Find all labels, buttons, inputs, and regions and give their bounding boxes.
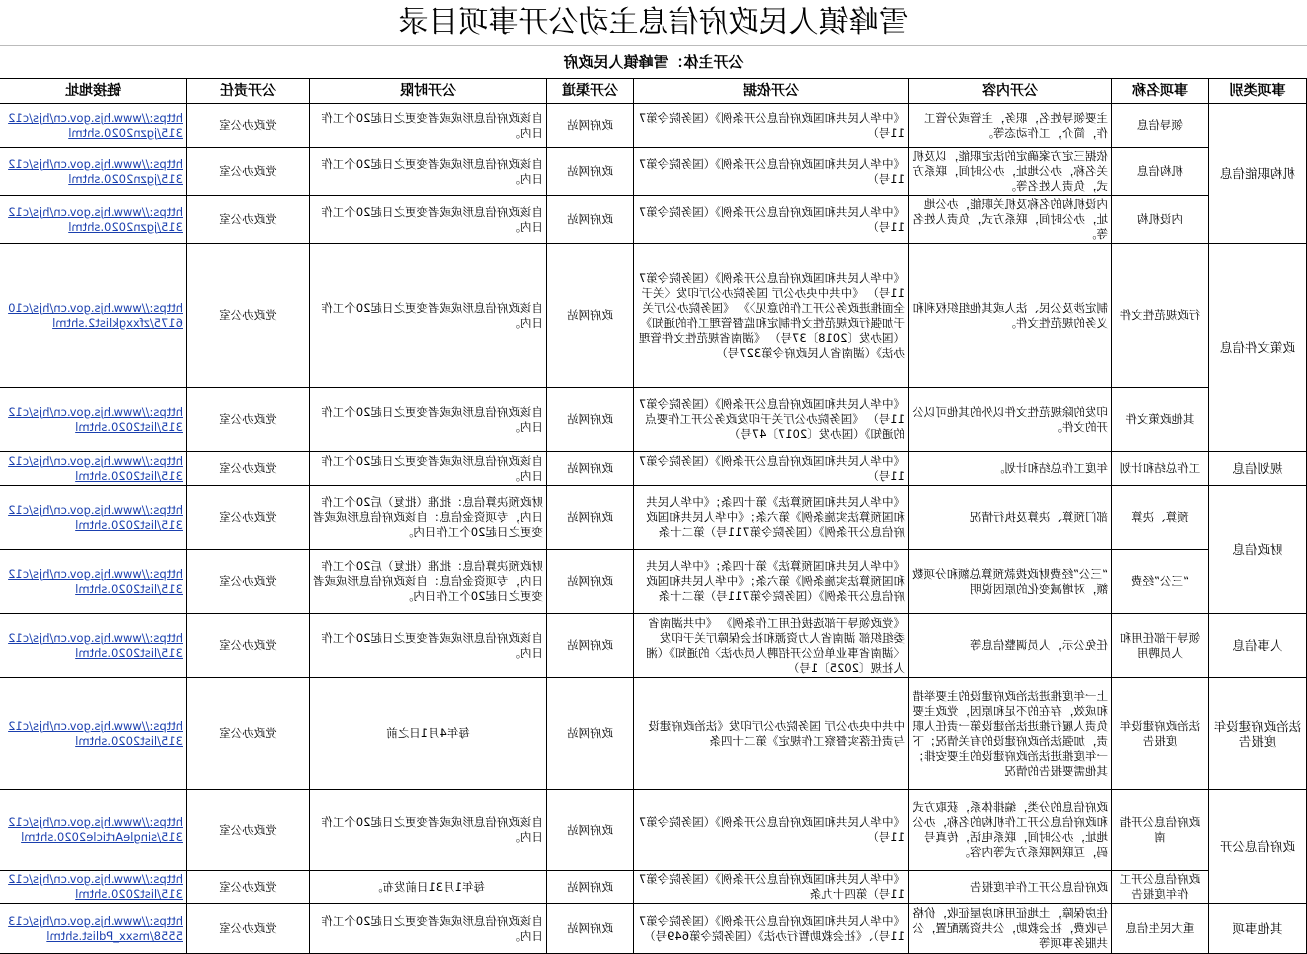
link-cell[interactable]: https://www.hjs.gov.cn/hjs/c12315/singleArticle2020.shtml [0, 790, 187, 871]
category-cell: 规划信息 [1209, 452, 1307, 486]
link-cell[interactable]: https://www.hjs.gov.cn/hjs/c12315/jgzn2020.shtml [0, 148, 187, 196]
link-cell[interactable]: https://www.hjs.gov.cn/hjs/c12315/list2020.shtml [0, 550, 187, 614]
responsible-cell: 党政办公室 [187, 904, 310, 954]
header-row [0, 79, 1307, 104]
deadline-cell: 自该政府信息形成或者变更之日起20个工作日内。 [310, 244, 547, 388]
link-cell[interactable]: https://www.hjs.gov.cn/hjs/c12315/jgzn2020.shtml [0, 104, 187, 148]
deadline-cell: 每年1月31日前发布。 [310, 871, 547, 904]
content-cell: 任免公示，人员调整信息等 [909, 614, 1112, 678]
responsible-cell: 党政办公室 [187, 148, 310, 196]
link-cell[interactable]: https://www.hjs.gov.cn/hjs/c12315/list2020.shtml [0, 452, 187, 486]
content-cell: 主要领导姓名，职务，主管或分管工作，简介，工作动态等。 [909, 104, 1112, 148]
table-row [0, 388, 1307, 452]
header-link: 链接地址 [0, 79, 187, 104]
basis-cell: 《中华人民共和国政府信息公开条例》（国务院令第711号） [634, 196, 909, 244]
channel-cell: 政府网站 [547, 871, 634, 904]
basis-cell: 《中华人民共和国政府信息公开条例》（国务院令第711号） [634, 104, 909, 148]
item-name-cell: 工作总结和计划 [1112, 452, 1209, 486]
catalog-table [0, 78, 1307, 954]
basis-cell: 《中华人民共和国政府信息公开条例》（国务院令第711号） [634, 790, 909, 871]
table-row [0, 614, 1307, 678]
item-name-cell: 预算、决算 [1112, 486, 1209, 550]
table-row [0, 790, 1307, 871]
responsible-cell: 党政办公室 [187, 790, 310, 871]
basis-cell: 中共中央办公厅 国务院办公厅印发《法治政府建设与责任落实督察工作规定》第二十四条 [634, 678, 909, 790]
content-cell: 内设机构的名称及机关职能，办公地址，办公时间，联系方式，负责人姓名等。 [909, 196, 1112, 244]
basis-cell: 《中华人民共和国预算法》第十四条；《中华人民共和国预算法实施条例》第六条；《中华人民共和国政府信息公开条例》（国务院令第711号）第二十条 [634, 550, 909, 614]
channel-cell: 政府网站 [547, 904, 634, 954]
table-row [0, 486, 1307, 550]
header-basis: 公开依据 [634, 79, 909, 104]
content-cell: 依据三定方案确定的法定职能，以及机关名称，办公地址，办公时间，联系方式，负责人姓名等。 [909, 148, 1112, 196]
basis-cell: 《中华人民共和国政府信息公开条例》（国务院令第711号） [634, 452, 909, 486]
category-cell: 机构职能信息 [1209, 104, 1307, 244]
item-name-cell: 机构信息 [1112, 148, 1209, 196]
link-cell[interactable]: https://www.hjs.gov.cn/hjs/c12315/jgzn2020.shtml [0, 196, 187, 244]
table-row [0, 550, 1307, 614]
deadline-cell: 财政预决算信息：批准（批复）后20个工作日内，专项资金信息：自该政府信息形成或者变更之日起20个工作日内。 [310, 486, 547, 550]
link-cell[interactable]: https://www.hjs.gov.cn/hjs/c12315/list2020.shtml [0, 388, 187, 452]
content-cell: 政府信息公开工作年度报告 [909, 871, 1112, 904]
deadline-cell: 自该政府信息形成或者变更之日起20个工作日内。 [310, 388, 547, 452]
channel-cell: 政府网站 [547, 790, 634, 871]
basis-cell: 《中华人民共和国政府信息公开条例》（国务院令第711号） 《国务院办公厅关于印发政务公开工作要点的通知》（国办发〔2017〕47号） [634, 388, 909, 452]
category-cell: 法治政府建设年度报告 [1209, 678, 1307, 790]
basis-cell: 《中华人民共和国政府信息公开条例》（国务院令第711号）第四十九条 [634, 871, 909, 904]
channel-cell: 政府网站 [547, 196, 634, 244]
category-cell: 政府信息公开 [1209, 790, 1307, 904]
table-row [0, 871, 1307, 904]
header-category: 事项类别 [1209, 79, 1307, 104]
responsible-cell: 党政办公室 [187, 678, 310, 790]
basis-cell: 《中华人民共和国政府信息公开条例》（国务院令第711号） 《中共中央办公厅 国务院办公厅印发〈关于全面推进政务公开工作的意见〉》 《国务院办公厅关于加强行政规范性文件制定和监督管理工作的通知》（国办发〔2018〕37号） 《湖南省规范性文件管理办法》（湖南省人民政府令第327号） [634, 244, 909, 388]
channel-cell: 政府网站 [547, 486, 634, 550]
link-cell[interactable]: https://www.hjs.gov.cn/hjs/c12315/list2020.shtml [0, 614, 187, 678]
item-name-cell: 重大民生信息 [1112, 904, 1209, 954]
deadline-cell: 财政预决算信息：批准（批复）后20个工作日内，专项资金信息：自该政府信息形成或者变更之日起20个工作日内。 [310, 550, 547, 614]
header-channel: 公开渠道 [547, 79, 634, 104]
channel-cell: 政府网站 [547, 244, 634, 388]
deadline-cell: 自该政府信息形成或者变更之日起20个工作日内。 [310, 148, 547, 196]
deadline-cell: 自该政府信息形成或者变更之日起20个工作日内。 [310, 104, 547, 148]
link-cell[interactable]: https://www.hjs.gov.cn/hjs/c106175/zfxxgklist2.shtml [0, 244, 187, 388]
deadline-cell: 自该政府信息形成或者变更之日起20个工作日内。 [310, 904, 547, 954]
channel-cell: 政府网站 [547, 388, 634, 452]
content-cell: 印发的除规范性文件以外的其他可以公开的文件。 [909, 388, 1112, 452]
table-row [0, 678, 1307, 790]
item-name-cell: 领导干部任用和人员聘用 [1112, 614, 1209, 678]
item-name-cell: “三公”经费 [1112, 550, 1209, 614]
item-name-cell: 其他政策文件 [1112, 388, 1209, 452]
basis-cell: 《中华人民共和国政府信息公开条例》（国务院令第711号）、《社会救助暂行办法》（国务院令第649号） [634, 904, 909, 954]
table-row [0, 104, 1307, 148]
table-row [0, 196, 1307, 244]
item-name-cell: 行政规范性文件 [1112, 244, 1209, 388]
channel-cell: 政府网站 [547, 104, 634, 148]
responsible-cell: 党政办公室 [187, 550, 310, 614]
link-cell[interactable]: https://www.hjs.gov.cn/hjs/c12315/list2020.shtml [0, 486, 187, 550]
responsible-cell: 党政办公室 [187, 486, 310, 550]
basis-cell: 《党政领导干部选拔任用工作条例》 《中共湖南省委组织部 湖南省人力资源和社会保障厅关于印发〈湖南省事业单位公开招聘人员办法〉的通知》（湘人社规〔2025〕1号） [634, 614, 909, 678]
item-name-cell: 法治政府建设年度报告 [1112, 678, 1209, 790]
channel-cell: 政府网站 [547, 678, 634, 790]
deadline-cell: 自该政府信息形成或者变更之日起20个工作日内。 [310, 614, 547, 678]
content-cell: 部门预算、决算及执行情况 [909, 486, 1112, 550]
basis-cell: 《中华人民共和国政府信息公开条例》（国务院令第711号） [634, 148, 909, 196]
link-cell[interactable]: https://www.hjs.gov.cn/hjs/c12315/list2020.shtml [0, 871, 187, 904]
responsible-cell: 党政办公室 [187, 452, 310, 486]
page-title: 雪峰镇人民政府信息主动公开事项目录 [0, 0, 1307, 46]
publisher-subtitle: 公开主体：雪峰镇人民政府 [563, 53, 744, 71]
item-name-cell: 内设机构 [1112, 196, 1209, 244]
category-cell: 政策文件信息 [1209, 244, 1307, 452]
responsible-cell: 党政办公室 [187, 104, 310, 148]
table-row [0, 148, 1307, 196]
category-cell: 其他事项 [1209, 904, 1307, 954]
content-cell: 制定涉及公民、法人或其他组织权利和义务的规范性文件。 [909, 244, 1112, 388]
category-cell: 人事信息 [1209, 614, 1307, 678]
link-cell[interactable]: https://www.hjs.gov.cn/hjs/c135558/msxx_Pdlist.shtml [0, 904, 187, 954]
channel-cell: 政府网站 [547, 550, 634, 614]
item-name-cell: 领导信息 [1112, 104, 1209, 148]
content-cell: 上一年度推进法治政府建设的主要举措和成效，存在的不足和原因，党政主要负责人履行推进法治建设第一责任人职责，加强法治政府建设的有关情况；下一年度推进法治政府建设的主要安排；其他需要报告的情况 [909, 678, 1112, 790]
content-cell: “三公”经费财政拨款预算总额和分项数额，对增减变化的原因说明 [909, 550, 1112, 614]
item-name-cell: 政府信息公开工作年度报告 [1112, 871, 1209, 904]
header-deadline: 公开时限 [310, 79, 547, 104]
header-content: 公开内容 [909, 79, 1112, 104]
responsible-cell: 党政办公室 [187, 614, 310, 678]
channel-cell: 政府网站 [547, 614, 634, 678]
deadline-cell: 自该政府信息形成或者变更之日起20个工作日内。 [310, 452, 547, 486]
content-cell: 住房保障，土地征用和房屋征收，价格与收费，社会救助，公共资源配置，公共服务事项等 [909, 904, 1112, 954]
table-row [0, 244, 1307, 388]
responsible-cell: 党政办公室 [187, 196, 310, 244]
channel-cell: 政府网站 [547, 148, 634, 196]
content-cell: 政府信息的分类，编排体系，获取方式和政府信息公开工作机构的名称，办公地址，办公时间，联系电话，传真号码，互联网联系方式等内容。 [909, 790, 1112, 871]
channel-cell: 政府网站 [547, 452, 634, 486]
content-cell: 年度工作总结和计划。 [909, 452, 1112, 486]
responsible-cell: 党政办公室 [187, 388, 310, 452]
table-row [0, 452, 1307, 486]
responsible-cell: 党政办公室 [187, 244, 310, 388]
responsible-cell: 党政办公室 [187, 871, 310, 904]
deadline-cell: 自该政府信息形成或者变更之日起20个工作日内。 [310, 790, 547, 871]
deadline-cell: 每年4月1日之前 [310, 678, 547, 790]
header-name: 事项名称 [1112, 79, 1209, 104]
category-cell: 财政信息 [1209, 486, 1307, 614]
table-row [0, 904, 1307, 954]
deadline-cell: 自该政府信息形成或者变更之日起20个工作日内。 [310, 196, 547, 244]
basis-cell: 《中华人民共和国预算法》第十四条；《中华人民共和国预算法实施条例》第六条；《中华人民共和国政府信息公开条例》（国务院令第711号）第二十条 [634, 486, 909, 550]
header-responsible: 公开责任 [187, 79, 310, 104]
item-name-cell: 政府信息公开指南 [1112, 790, 1209, 871]
link-cell[interactable]: https://www.hjs.gov.cn/hjs/c12315/list2020.shtml [0, 678, 187, 790]
